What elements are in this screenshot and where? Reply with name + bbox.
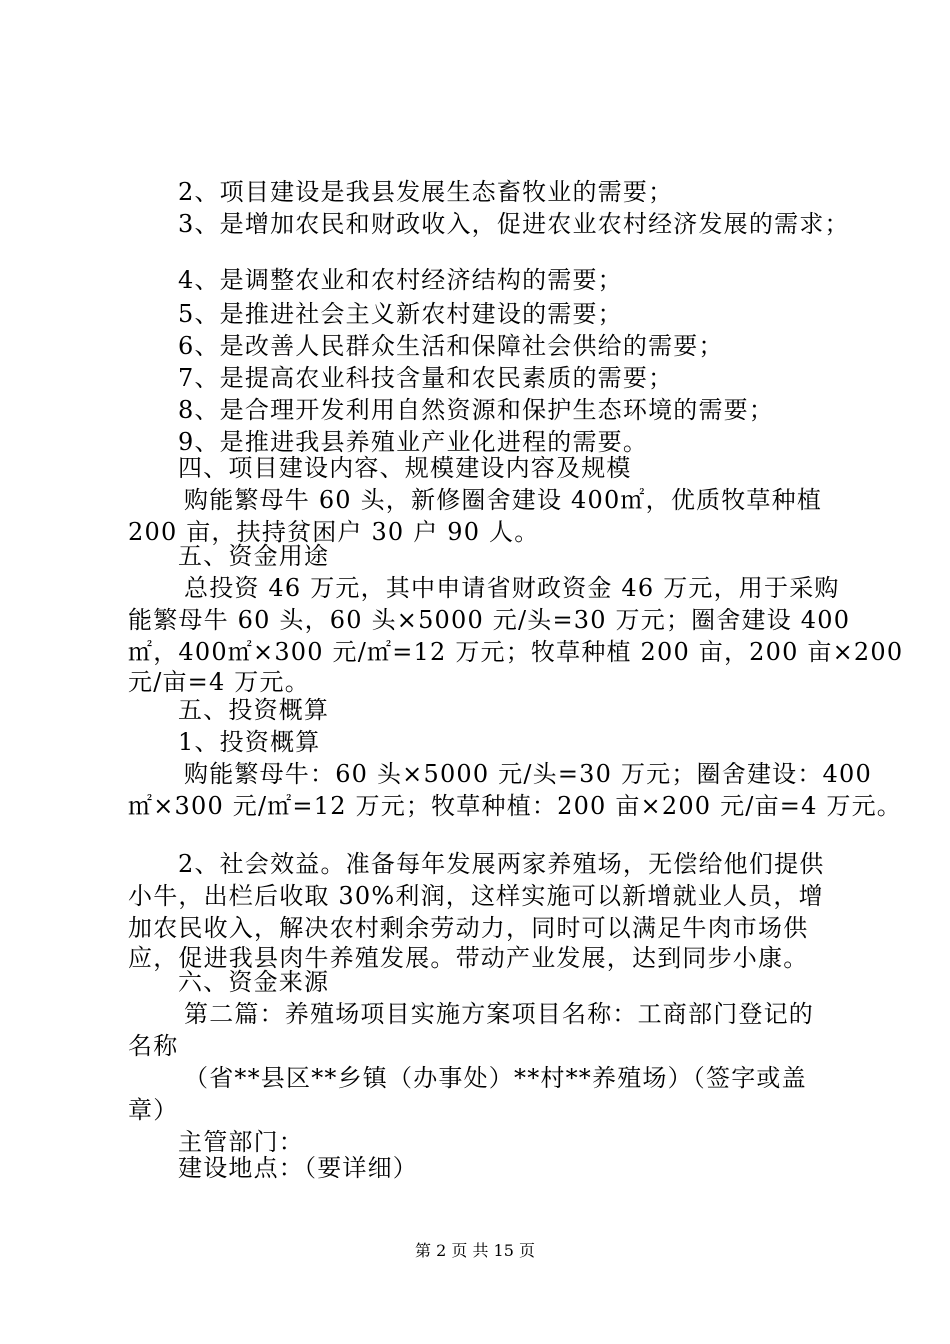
text-line: 总投资 46 万元，其中申请省财政资金 46 万元，用于采购	[184, 574, 840, 602]
text-line: 小牛，出栏后收取 30%利润，这样实施可以新增就业人员，增	[128, 882, 824, 910]
text-line: （省**县区**乡镇（办事处）**村**养殖场）（签字或盖	[184, 1064, 807, 1092]
section-heading: 五、资金用途	[178, 542, 330, 570]
text-line: 3、是增加农民和财政收入，促进农业农村经济发展的需求；	[178, 210, 850, 238]
text-line: 章）	[128, 1096, 179, 1124]
text-line: 2、项目建设是我县发展生态畜牧业的需要；	[178, 178, 674, 206]
text-line: 能繁母牛 60 头，60 头×5000 元/头=30 万元；圈舍建设 400	[128, 606, 851, 634]
text-line: 元/亩=4 万元。	[128, 668, 310, 696]
text-line: 建设地点：（要详细）	[178, 1154, 418, 1182]
text-line: 购能繁母牛：60 头×5000 元/头=30 万元；圈舍建设：400	[184, 760, 872, 788]
text-line: 6、是改善人民群众生活和保障社会供给的需要；	[178, 332, 724, 360]
text-line: 第二篇：养殖场项目实施方案项目名称：工商部门登记的	[184, 1000, 814, 1028]
text-line: 加农民收入，解决农村剩余劳动力，同时可以满足牛肉市场供	[128, 914, 809, 942]
text-line: 2、社会效益。准备每年发展两家养殖场，无偿给他们提供	[178, 850, 825, 878]
subsection-heading: 1、投资概算	[178, 728, 321, 756]
text-line: 应，促进我县肉牛养殖发展。带动产业发展，达到同步小康。	[128, 944, 809, 972]
text-line: 5、是推进社会主义新农村建设的需要；	[178, 300, 623, 328]
text-line: 主管部门：	[178, 1128, 304, 1156]
text-line: 购能繁母牛 60 头，新修圈舍建设 400㎡，优质牧草种植	[184, 486, 823, 514]
text-line: 200 亩，扶持贫困户 30 户 90 人。	[128, 518, 540, 546]
text-line: ㎡×300 元/㎡=12 万元；牧草种植：200 亩×200 元/亩=4 万元。	[128, 792, 902, 820]
text-line: 7、是提高农业科技含量和农民素质的需要；	[178, 364, 674, 392]
section-heading: 五、投资概算	[178, 696, 330, 724]
text-line: 9、是推进我县养殖业产业化进程的需要。	[178, 428, 649, 456]
text-line: ㎡，400㎡×300 元/㎡=12 万元；牧草种植 200 亩，200 亩×200	[128, 638, 904, 666]
text-line: 名称	[128, 1032, 179, 1060]
text-line: 4、是调整农业和农村经济结构的需要；	[178, 266, 623, 294]
section-heading: 四、项目建设内容、规模建设内容及规模	[178, 454, 632, 482]
text-line: 8、是合理开发利用自然资源和保护生态环境的需要；	[178, 396, 775, 424]
section-heading: 六、资金来源	[178, 968, 330, 996]
page-number-footer: 第 2 页 共 15 页	[415, 1241, 535, 1260]
